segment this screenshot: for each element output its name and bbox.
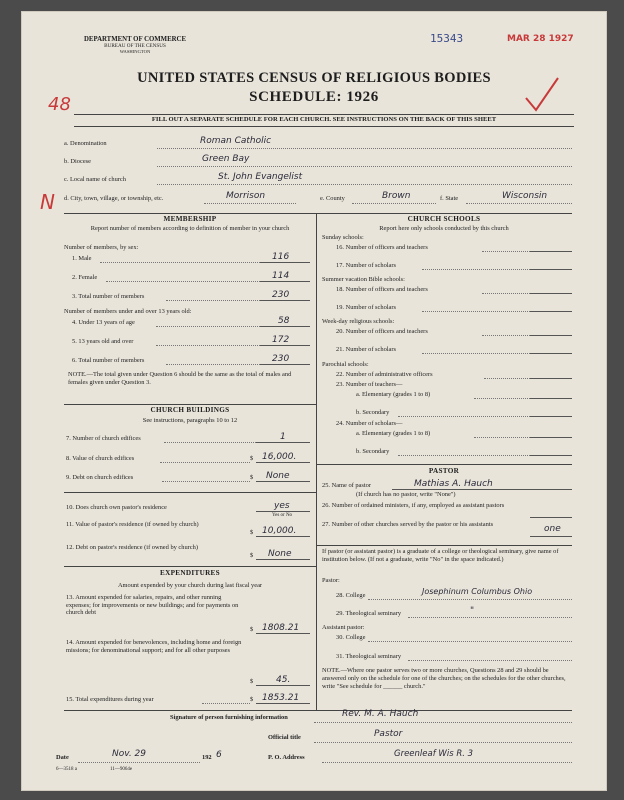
denomination-value[interactable]: Roman Catholic (200, 136, 272, 146)
po-address-line (322, 762, 572, 763)
diocese-label: b. Diocese (64, 158, 91, 165)
q22-dots (484, 378, 530, 379)
q14-label: 14. Amount expended for benevolences, including home and foreign missions; for denominational support; and for all other purposes (66, 639, 242, 654)
q24a-label: a. Elementary (grades 1 to 8) (356, 430, 431, 437)
q15-line (256, 703, 310, 704)
q14-dollar: $ (250, 678, 254, 685)
q1-label: 1. Male (72, 255, 92, 262)
date-value[interactable]: Nov. 29 (112, 749, 147, 759)
margin-mark-n: N (40, 190, 55, 214)
q15-label: 15. Total expenditures during year (66, 696, 154, 703)
members-by-sex-heading: Number of members, by sex: (64, 244, 139, 251)
q7-line (256, 442, 310, 443)
q24-label: 24. Number of scholars— (336, 420, 403, 427)
q9-dots (162, 481, 250, 482)
denomination-line (157, 148, 572, 149)
pastor-note: NOTE.—Where one pastor serves two or more churches, Questions 28 and 29 should be answered only on the schedule for one of the churches; on the schedules for the other churches, write "See schedule for ______ church." (322, 667, 566, 690)
signature-line (314, 722, 572, 723)
pastor-mid-rule (316, 545, 572, 546)
q8-dollar: $ (250, 455, 254, 462)
q15-value[interactable]: 1853.21 (262, 693, 300, 703)
q29-label: 29. Theological seminary (336, 610, 402, 617)
q2-line (260, 281, 310, 282)
form-subtitle: SCHEDULE: 1926 (249, 89, 379, 105)
q3-label: 3. Total number of members (72, 293, 145, 300)
city-label: d. City, town, village, or township, etc. (64, 195, 164, 202)
q3-value[interactable]: 230 (272, 290, 290, 300)
q15-dots (202, 703, 250, 704)
q25-line (392, 489, 572, 490)
q4-label: 4. Under 13 years of age (72, 319, 135, 326)
membership-title: MEMBERSHIP (163, 215, 217, 223)
church-name-value[interactable]: St. John Evangelist (218, 172, 303, 182)
q24a-line (530, 437, 572, 438)
q5-dots (156, 345, 260, 346)
q7-label: 7. Number of church edifices (66, 435, 141, 442)
q26-line (530, 517, 572, 518)
q18-label: 18. Number of officers and teachers (336, 286, 428, 293)
q7-dots (164, 442, 256, 443)
q17-line (530, 269, 572, 270)
q13-value[interactable]: 1808.21 (262, 623, 300, 633)
q29-line (408, 617, 572, 618)
q9-dollar: $ (250, 474, 254, 481)
q22-label: 22. Number of administrative officers (336, 371, 433, 378)
q15-dollar: $ (250, 696, 254, 703)
denomination-label: a. Denomination (64, 140, 107, 147)
q8-dots (160, 462, 250, 463)
date-year-digit[interactable]: 6 (216, 750, 222, 760)
q11-line (256, 536, 310, 537)
q13-label: 13. Amount expended for salaries, repairs, and other running expenses; for improvements or new buildings; and for payments on church debt (66, 594, 239, 616)
q6-value[interactable]: 230 (272, 354, 290, 364)
expenditures-title: EXPENDITURES (160, 569, 220, 577)
q3-line (260, 300, 310, 301)
form-number: 6—3518 a (56, 767, 77, 772)
received-stamp-date: MAR 28 1927 (507, 34, 574, 44)
q13-line (256, 633, 310, 634)
buildings-instructions: See instructions, paragraphs 10 to 12 (142, 417, 238, 424)
q5-line (260, 345, 310, 346)
q4-line (260, 326, 310, 327)
diocese-value[interactable]: Green Bay (202, 154, 250, 164)
q6-dots (166, 364, 260, 365)
q21-line (530, 353, 572, 354)
county-label: e. County (320, 195, 345, 202)
q23a-label: a. Elementary (grades 1 to 8) (356, 391, 431, 398)
q20-line (530, 335, 572, 336)
q17-label: 17. Number of scholars (336, 262, 396, 269)
summer-schools-heading: Summer vacation Bible schools: (322, 276, 405, 283)
q9-value[interactable]: None (266, 471, 290, 481)
expenditures-rule (64, 566, 316, 567)
q3-dots (166, 300, 260, 301)
q21-label: 21. Number of scholars (336, 346, 396, 353)
main-frame-bottom (64, 710, 572, 711)
q1-value[interactable]: 116 (272, 252, 290, 262)
q1-line (260, 262, 310, 263)
date-label: Date (56, 754, 69, 761)
form-title: UNITED STATES CENSUS OF RELIGIOUS BODIES (137, 70, 491, 86)
pastor-subheading: Pastor: (322, 577, 340, 584)
q1-dots (100, 262, 260, 263)
q24b-line (530, 455, 572, 456)
graduate-note: If pastor (or assistant pastor) is a graduate of a college or theological seminary, give name of institution below. (If not a graduate, write "No" in the space indicated.) (322, 548, 559, 563)
signature-label: Signature of person furnishing information (170, 714, 288, 721)
official-title-line (314, 742, 572, 743)
q27-value[interactable]: one (544, 524, 561, 534)
q18-dots (482, 293, 530, 294)
census-form (22, 12, 606, 790)
q10-line (256, 511, 310, 512)
signature-value[interactable]: Rev. M. A. Hauch (342, 709, 419, 719)
q8-line (256, 462, 310, 463)
q21-dots (422, 353, 530, 354)
q8-value[interactable]: 16,000. (262, 452, 297, 462)
church-name-label: c. Local name of church (64, 176, 126, 183)
q31-label: 31. Theological seminary (336, 653, 402, 660)
q29-value[interactable]: " (470, 606, 475, 616)
q13-dollar: $ (250, 626, 254, 633)
q30-line (368, 641, 572, 642)
bureau-city: WASHINGTON (119, 49, 151, 54)
q27-line (530, 536, 572, 537)
official-title-value[interactable]: Pastor (374, 729, 403, 739)
q19-line (530, 311, 572, 312)
header-rule-bottom (74, 126, 574, 127)
membership-note: NOTE.—The total given under Question 6 should be the same as the total of males and females given under Question 3. (68, 371, 292, 386)
q28-label: 28. College (336, 592, 366, 599)
q8-label: 8. Value of church edifices (66, 455, 135, 462)
q24a-dots (474, 437, 530, 438)
assistant-subheading: Assistant pastor: (322, 624, 365, 631)
official-title-label: Official title (268, 734, 301, 741)
q6-label: 6. Total number of members (72, 357, 145, 364)
q28-line (368, 599, 572, 600)
q18-line (530, 293, 572, 294)
q11-dollar: $ (250, 529, 254, 536)
q23b-dots (398, 416, 530, 417)
weekday-schools-heading: Week-day religious schools: (322, 318, 395, 325)
pastor-rule (316, 464, 572, 465)
county-value[interactable]: Brown (382, 191, 411, 201)
q19-dots (422, 311, 530, 312)
q9-label: 9. Debt on church edifices (66, 474, 134, 481)
q2-value[interactable]: 114 (272, 271, 290, 281)
q27-label: 27. Number of other churches served by the pastor or his assistants (322, 521, 494, 528)
q5-value[interactable]: 172 (272, 335, 290, 345)
church-name-line (157, 184, 572, 185)
q22-line (530, 378, 572, 379)
buildings-mid-rule (64, 492, 316, 493)
q4-value[interactable]: 58 (278, 316, 290, 326)
diocese-line (157, 166, 572, 167)
q10-value[interactable]: yes (274, 501, 290, 511)
q23-label: 23. Number of teachers— (336, 381, 403, 388)
q7-value[interactable]: 1 (280, 432, 286, 442)
state-line (466, 203, 572, 204)
q14-value[interactable]: 45. (276, 675, 291, 685)
form-number-secondary: 11—9064e (110, 767, 133, 772)
margin-mark-48: 48 (48, 94, 71, 115)
sunday-schools-heading: Sunday schools: (322, 234, 364, 241)
q20-dots (482, 335, 530, 336)
q10-hint: Yes or No (272, 513, 293, 518)
q20-label: 20. Number of officers and teachers (336, 328, 428, 335)
header-rule-top (74, 114, 574, 115)
q12-dollar: $ (250, 552, 254, 559)
buildings-title: CHURCH BUILDINGS (150, 406, 230, 414)
q6-line (260, 364, 310, 365)
q25-hint: (If church has no pastor, write "None") (356, 491, 456, 498)
q23b-label: b. Secondary (356, 409, 390, 416)
q19-label: 19. Number of scholars (336, 304, 396, 311)
buildings-rule (64, 404, 316, 405)
q26-label: 26. Number of ordained ministers, if any, employed as assistant pastors (322, 502, 505, 509)
q25-label: 25. Name of pastor (322, 482, 371, 489)
city-line (204, 203, 296, 204)
city-value[interactable]: Morrison (226, 191, 266, 201)
q5-label: 5. 13 years old and over (72, 338, 134, 345)
q23a-line (530, 398, 572, 399)
q12-value[interactable]: None (268, 549, 292, 559)
q23a-dots (474, 398, 530, 399)
q16-line (530, 251, 572, 252)
main-frame-top (64, 213, 572, 214)
date-line (78, 762, 200, 763)
q25-value[interactable]: Mathias A. Hauch (414, 479, 493, 489)
county-line (352, 203, 436, 204)
po-address-label: P. O. Address (268, 754, 305, 761)
department-name: DEPARTMENT OF COMMERCE (84, 36, 186, 43)
department-block (60, 36, 210, 55)
membership-intro: Report number of members according to definition of member in your church (90, 225, 290, 232)
q12-label: 12. Debt on pastor's residence (if owned by church) (66, 544, 198, 551)
column-divider (316, 213, 317, 710)
q14-line (256, 685, 310, 686)
q10-label: 10. Does church own pastor's residence (66, 504, 167, 511)
pastor-title: PASTOR (428, 467, 460, 475)
q24b-label: b. Secondary (356, 448, 390, 455)
po-address-value[interactable]: Greenleaf Wis R. 3 (394, 749, 474, 759)
q24b-dots (398, 455, 530, 456)
q17-dots (422, 269, 530, 270)
bureau-name: BUREAU OF THE CENSUS (104, 43, 166, 49)
q2-label: 2. Female (72, 274, 98, 281)
date-year-prefix: 192 (202, 754, 212, 761)
q12-line (256, 559, 310, 560)
q28-value[interactable]: Josephinum Columbus Ohio (422, 587, 533, 596)
q16-dots (482, 251, 530, 252)
q2-dots (106, 281, 260, 282)
form-instruction: FILL OUT A SEPARATE SCHEDULE FOR EACH CHURCH. SEE INSTRUCTIONS ON THE BACK OF THIS SHEET (151, 116, 497, 123)
schools-title: CHURCH SCHOOLS (407, 215, 481, 223)
q30-label: 30. College (336, 634, 366, 641)
parochial-schools-heading: Parochial schools: (322, 361, 369, 368)
q16-label: 16. Number of officers and teachers (336, 244, 428, 251)
q11-label: 11. Value of pastor's residence (if owned by church) (66, 521, 199, 528)
members-by-age-heading: Number of members under and over 13 years old: (64, 308, 192, 315)
state-label: f. State (440, 195, 459, 202)
q23b-line (530, 416, 572, 417)
q31-line (408, 660, 572, 661)
schools-note: Report here only schools conducted by this church (379, 225, 509, 232)
state-value[interactable]: Wisconsin (502, 191, 548, 201)
q4-dots (156, 326, 260, 327)
expenditures-intro: Amount expended by your church during last fiscal year (117, 582, 263, 589)
q9-line (256, 481, 310, 482)
received-stamp-number: 15343 (430, 32, 464, 45)
q11-value[interactable]: 10,000. (262, 526, 297, 536)
